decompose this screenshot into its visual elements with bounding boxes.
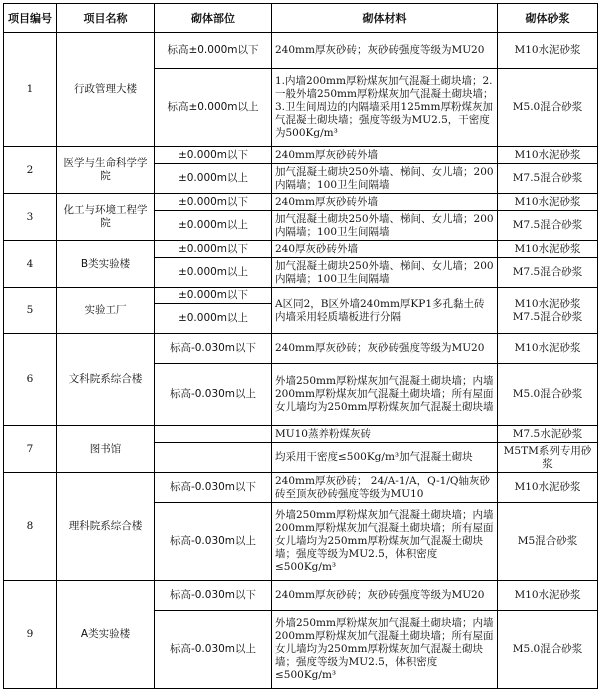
material-cell: 240mm厚灰砂砖外墙 [272, 194, 498, 211]
header-name: 项目名称 [57, 4, 155, 33]
position-cell: ±0.000m以上 [155, 211, 272, 241]
mortar-cell: M10水泥砂浆 [498, 194, 598, 211]
mortar-cell: M7.5混合砂浆 [498, 258, 598, 288]
project-name: 实验工厂 [57, 288, 155, 334]
project-name: 化工与环境工程学院 [57, 194, 155, 241]
position-cell: ±0.000m以下 [155, 147, 272, 164]
position-cell: 标高-0.030m以上 [155, 364, 272, 426]
position-cell: ±0.000m以下 [155, 194, 272, 211]
position-cell: ±0.000m以上 [155, 164, 272, 194]
table-row [4, 334, 598, 364]
material-cell: 240mm厚灰砂砖； 24/A-1/A，Q-1/Q轴灰砂砖至顶灰砂砖强度等级为MU10 [272, 473, 498, 503]
project-name: 医学与生命科学学院 [57, 147, 155, 194]
material-cell: 均采用干密度≤500Kg/m³加气混凝土砌块 [272, 443, 498, 473]
material-cell: A区同2，B区外墙240mm厚KP1多孔黏土砖 内墙采用轻质墙板进行分隔 [272, 288, 498, 334]
table-row [4, 473, 598, 503]
position-cell: 标高-0.030m以上 [155, 611, 272, 689]
position-cell: 标高±0.000m以下 [155, 33, 272, 69]
material-cell: 外墙250mm厚粉煤灰加气混凝土砌块墙；内墙200mm厚粉煤灰加气混凝土砌块墙；所有屋面女儿墙均为250mm厚粉煤灰加气混凝土砌块墙；强度等级为MU2.5，体积密度≤500Kg/m³ [272, 503, 498, 581]
header-mortar: 砌体砂浆 [498, 4, 598, 33]
project-no: 6 [4, 334, 57, 426]
material-cell: 加气混凝土砌块250外墙、梯间、女儿墙；200内隔墙；100卫生间隔墙 [272, 211, 498, 241]
table-row [4, 194, 598, 211]
mortar-cell: M7.5混合砂浆 [498, 164, 598, 194]
project-no: 3 [4, 194, 57, 241]
masonry-table [3, 3, 598, 689]
material-cell: 240厚灰砂砖外墙 [272, 241, 498, 258]
material-cell: 加气混凝土砌块250外墙、梯间、女儿墙；200内隔墙；100卫生间隔墙 [272, 164, 498, 194]
position-cell [155, 426, 272, 443]
position-cell: ±0.000m以上 [155, 304, 272, 334]
table-row [4, 33, 598, 69]
position-cell: ±0.000m以下 [155, 288, 272, 304]
material-cell: 外墙250mm厚粉煤灰加气混凝土砌块墙；内墙200mm厚粉煤灰加气混凝土砌块墙；所有屋面女儿墙均为250mm厚粉煤灰加气混凝土砌块墙；强度等级为MU2.5，体积密度≤500Kg/m³ [272, 611, 498, 689]
mortar-cell: M5混合砂浆 [498, 503, 598, 581]
material-cell: 240mm厚灰砂砖；灰砂砖强度等级为MU20 [272, 33, 498, 69]
material-cell: 1.内墙200mm厚粉煤灰加气混凝土砌块墙；2.一般外墙250mm厚粉煤灰加气混凝土砌块墙；3.卫生间周边的内隔墙采用125mm厚粉煤灰加气混凝土砌块墙；强度等级为MU2.5，干密度为500Kg/m³ [272, 69, 498, 147]
mortar-cell: M5.0混合砂浆 [498, 69, 598, 147]
mortar-cell: M10水泥砂浆 [498, 473, 598, 503]
mortar-cell: M10水泥砂浆 [498, 33, 598, 69]
material-cell: 加气混凝土砌块250外墙、梯间、女儿墙；200内隔墙；100卫生间隔墙 [272, 258, 498, 288]
material-cell: 240mm厚灰砂砖外墙 [272, 147, 498, 164]
position-cell: 标高±0.000m以上 [155, 69, 272, 147]
position-cell [155, 443, 272, 473]
mortar-cell: M10水泥砂浆 [498, 581, 598, 611]
table-row [4, 147, 598, 164]
material-cell: 240mm厚灰砂砖；灰砂砖强度等级为MU20 [272, 334, 498, 364]
mortar-cell: M5TM系列专用砂浆 [498, 443, 598, 473]
material-cell: 240mm厚灰砂砖；灰砂砖强度等级为MU20 [272, 581, 498, 611]
project-name: 行政管理大楼 [57, 33, 155, 147]
position-cell: 标高-0.030m以上 [155, 503, 272, 581]
header-no: 项目编号 [4, 4, 57, 33]
position-cell: ±0.000m以下 [155, 241, 272, 258]
table-row [4, 288, 598, 304]
position-cell: 标高-0.030m以下 [155, 473, 272, 503]
mortar-cell: M10水泥砂浆 [498, 241, 598, 258]
project-no: 7 [4, 426, 57, 473]
mortar-cell: M10水泥砂浆 M7.5混合砂浆 [498, 288, 598, 334]
project-name: 理科院系综合楼 [57, 473, 155, 581]
mortar-cell: M10水泥砂浆 [498, 334, 598, 364]
project-no: 2 [4, 147, 57, 194]
project-no: 5 [4, 288, 57, 334]
position-cell: 标高-0.030m以下 [155, 334, 272, 364]
table-row [4, 426, 598, 443]
header-row [4, 4, 598, 33]
table-row [4, 581, 598, 611]
header-position: 砌体部位 [155, 4, 272, 33]
material-cell: MU10蒸养粉煤灰砖 [272, 426, 498, 443]
project-name: 图书馆 [57, 426, 155, 473]
project-name: 文科院系综合楼 [57, 334, 155, 426]
project-no: 8 [4, 473, 57, 581]
mortar-cell: M7.5水泥砂浆 [498, 426, 598, 443]
material-cell: 外墙250mm厚粉煤灰加气混凝土砌块墙；内墙200mm厚粉煤灰加气混凝土砌块墙；所有屋面女儿墙均为250mm厚粉煤灰加气混凝土砌块墙 [272, 364, 498, 426]
table-row [4, 241, 598, 258]
header-material: 砌体材料 [272, 4, 498, 33]
position-cell: 标高-0.030m以下 [155, 581, 272, 611]
position-cell: ±0.000m以上 [155, 258, 272, 288]
mortar-cell: M5.0混合砂浆 [498, 364, 598, 426]
project-name: A类实验楼 [57, 581, 155, 689]
mortar-cell: M7.5混合砂浆 [498, 211, 598, 241]
project-no: 1 [4, 33, 57, 147]
mortar-cell: M10水泥砂浆 [498, 147, 598, 164]
project-no: 9 [4, 581, 57, 689]
mortar-cell: M5.0混合砂浆 [498, 611, 598, 689]
project-name: B类实验楼 [57, 241, 155, 288]
project-no: 4 [4, 241, 57, 288]
